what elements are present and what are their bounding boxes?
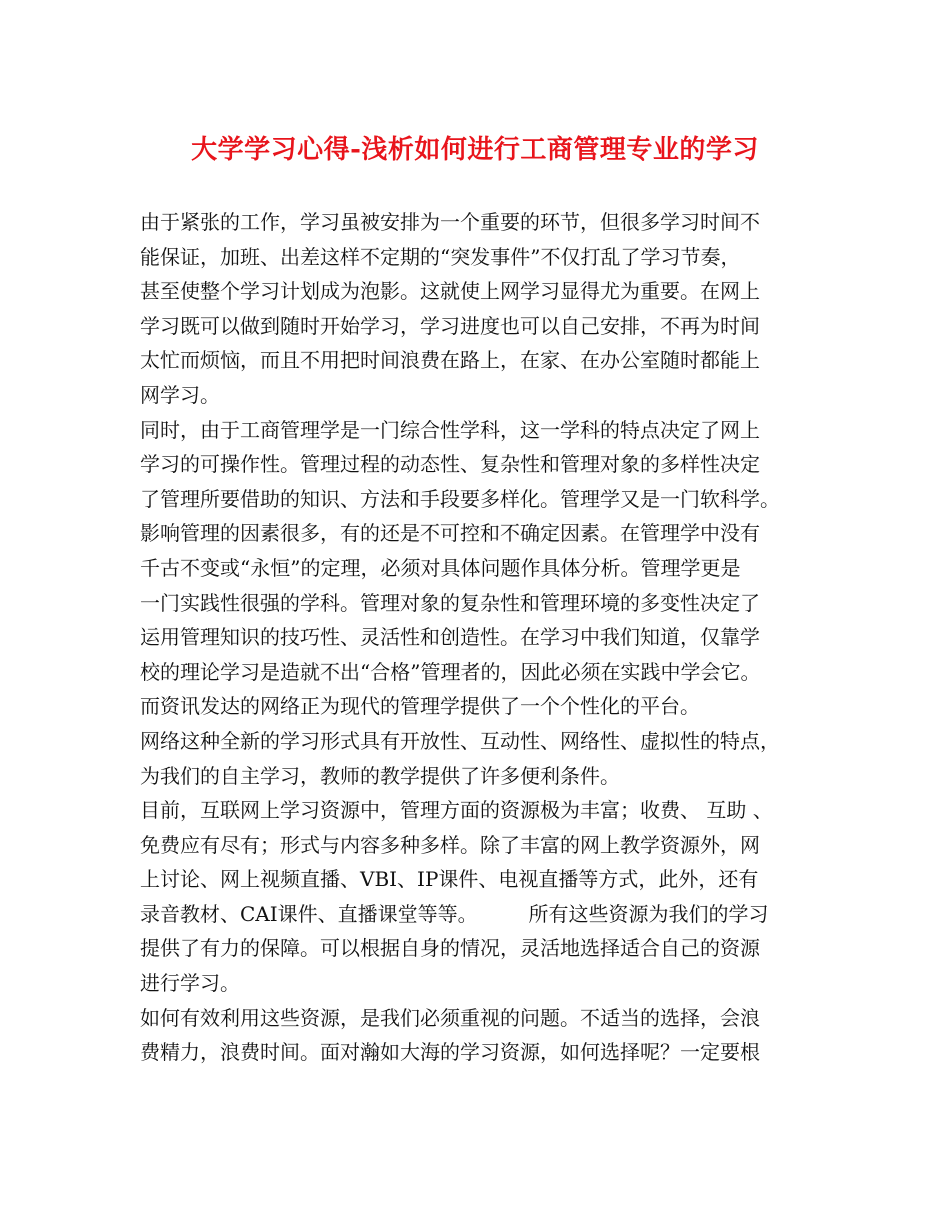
paragraph-line: 而资讯发达的网络正为现代的管理学提供了一个个性化的平台。 (140, 694, 700, 719)
paragraph-line: 千古不变或“永恒”的定理，必须对具体问题作具体分析。管理学更是 (140, 555, 741, 580)
paragraph-line: 影响管理的因素很多，有的还是不可控和不确定因素。在管理学中没有 (140, 521, 760, 546)
paragraph-line: 由于紧张的工作，学习虽被安排为一个重要的环节，但很多学习时间不 (140, 210, 760, 234)
paragraph-line: 免费应有尽有；形式与内容多种多样。除了丰富的网上教学资源外，网 (140, 832, 760, 857)
paragraph-line: 录音教材、CAI课件、直播课堂等等。 所有这些资源为我们的学习 (140, 901, 769, 926)
paragraph-line: 太忙而烦恼，而且不用把时间浪费在路上，在家、在办公室随时都能上 (140, 348, 760, 373)
paragraph-line: 如何有效利用这些资源，是我们必须重视的问题。不适当的选择，会浪 (140, 1005, 760, 1030)
paragraph-line: 提供了有力的保障。可以根据自身的情况，灵活地选择适合自己的资源 (140, 936, 760, 961)
paragraph-line: 为我们的自主学习，教师的教学提供了许多便利条件。 (140, 763, 620, 788)
document-body (140, 205, 830, 1070)
paragraph-line: 甚至使整个学习计划成为泡影。这就使上网学习显得尤为重要。在网上 (140, 279, 760, 304)
document-title: 大学学习心得-浅析如何进行工商管理专业的学习 (191, 135, 759, 165)
paragraph-line: 目前，互联网上学习资源中，管理方面的资源极为丰富；收费、 互助 、 (140, 798, 773, 823)
paragraph-line: 费精力，浪费时间。面对瀚如大海的学习资源，如何选择呢？一定要根 (140, 1040, 760, 1065)
paragraph-line: 学习既可以做到随时开始学习，学习进度也可以自己安排，不再为时间 (140, 313, 760, 338)
paragraph-line: 进行学习。 (140, 971, 240, 996)
paragraph-line: 同时，由于工商管理学是一门综合性学科，这一学科的特点决定了网上 (140, 417, 760, 442)
paragraph-line: 上讨论、网上视频直播、VBI、IP课件、电视直播等方式，此外，还有 (140, 867, 759, 892)
paragraph (140, 1001, 830, 1070)
paragraph-line: 网学习。 (140, 382, 220, 407)
paragraph (140, 793, 830, 1001)
paragraph-line: 能保证，加班、出差这样不定期的“突发事件”不仅打乱了学习节奏， (140, 244, 741, 269)
paragraph (140, 413, 830, 724)
paragraph-line: 运用管理知识的技巧性、灵活性和创造性。在学习中我们知道，仅靠学 (140, 625, 760, 650)
paragraph (140, 205, 830, 413)
paragraph-line: 网络这种全新的学习形式具有开放性、互动性、网络性、虚拟性的特点， (140, 728, 780, 753)
paragraph-line: 一门实践性很强的学科。管理对象的复杂性和管理环境的多变性决定了 (140, 590, 760, 615)
paragraph (140, 724, 830, 793)
paragraph-line: 了管理所要借助的知识、方法和手段要多样化。管理学又是一门软科学。 (140, 486, 780, 511)
paragraph-line: 校的理论学习是造就不出“合格”管理者的，因此必须在实践中学会它。 (140, 659, 761, 684)
paragraph-line: 学习的可操作性。管理过程的动态性、复杂性和管理对象的多样性决定 (140, 452, 760, 477)
